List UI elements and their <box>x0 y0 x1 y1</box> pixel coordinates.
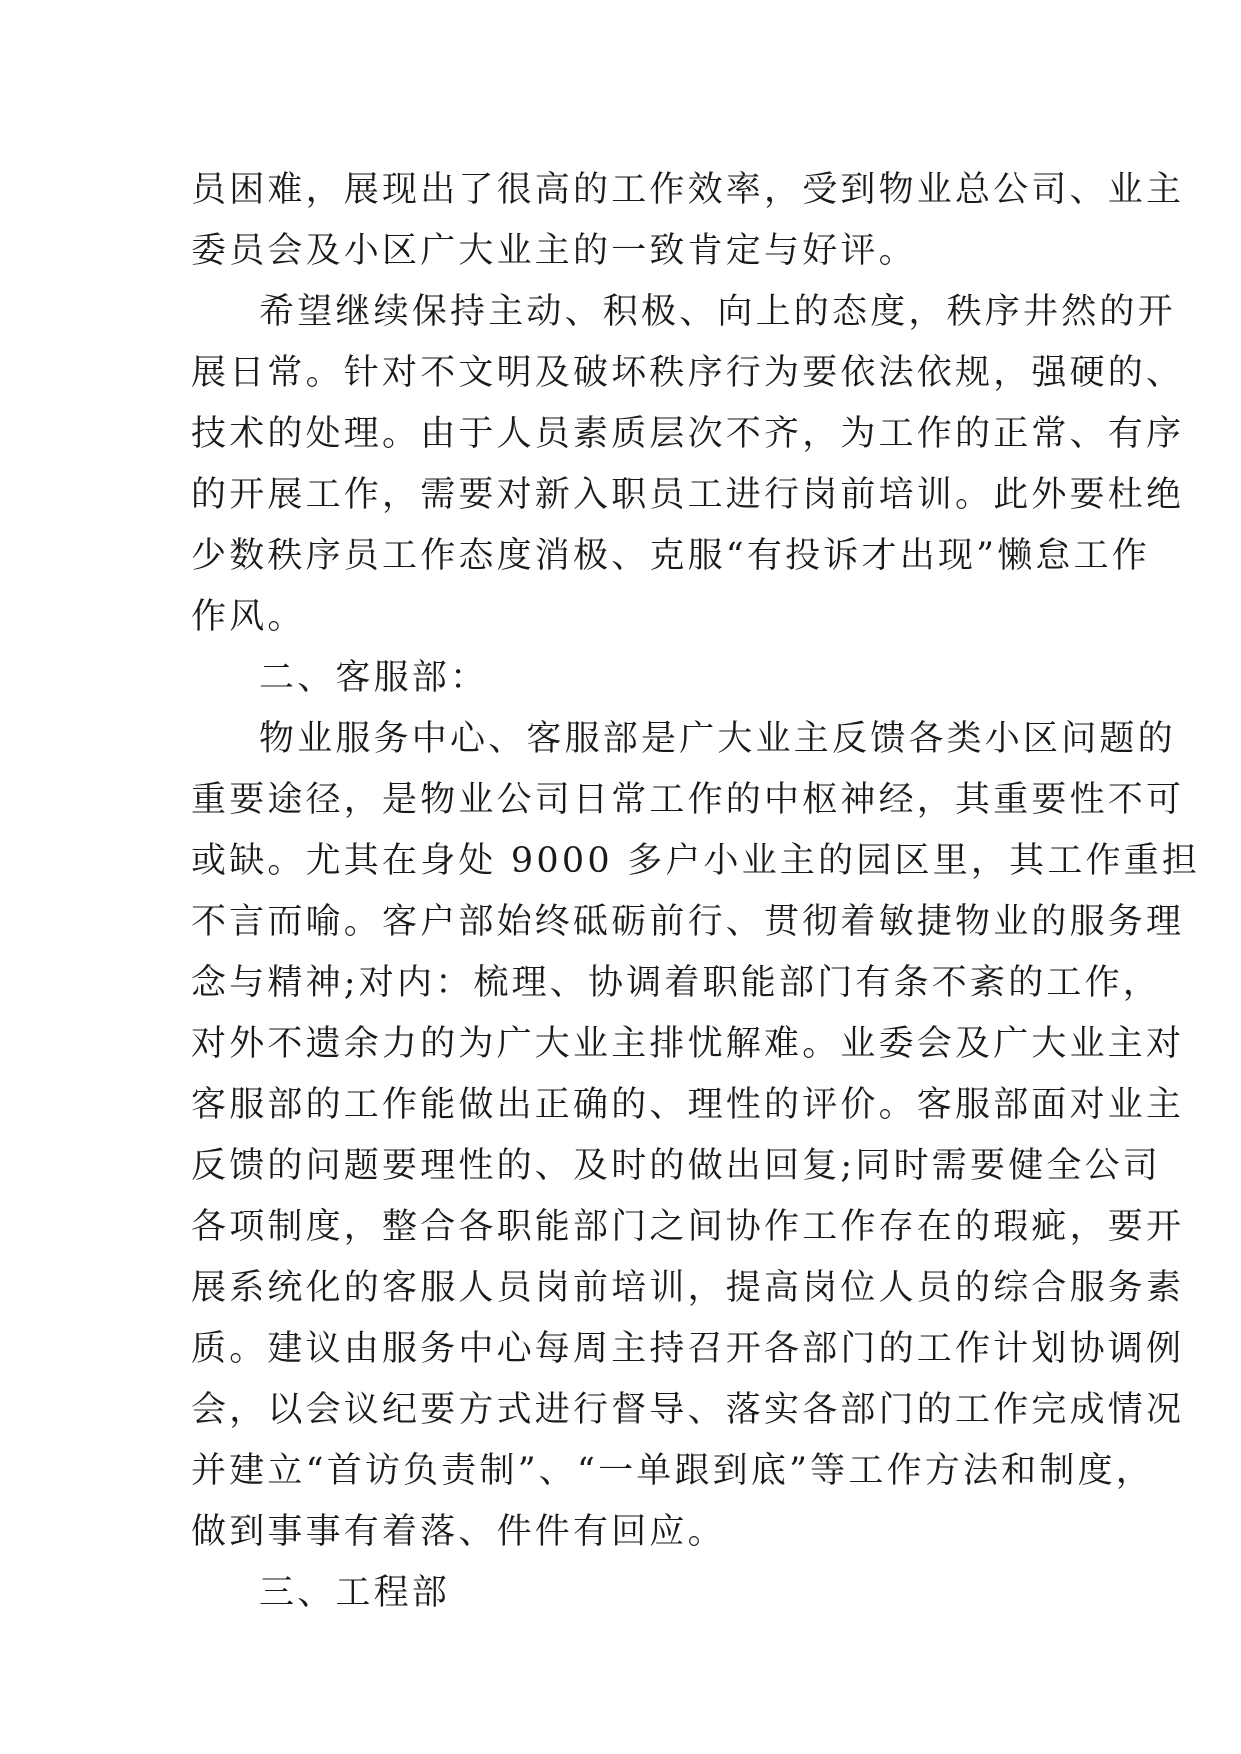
paragraph-line: 员困难，展现出了很高的工作效率，受到物业总公司、业主 <box>191 170 1185 210</box>
paragraph-line: 反馈的问题要理性的、及时的做出回复;同时需要健全公司 <box>191 1146 1161 1186</box>
paragraph-line: 技术的处理。由于人员素质层次不齐，为工作的正常、有序 <box>191 414 1185 454</box>
paragraph-line: 各项制度，整合各职能部门之间协作工作存在的瑕疵，要开 <box>191 1207 1185 1247</box>
paragraph-line: 质。建议由服务中心每周主持召开各部门的工作计划协调例 <box>191 1329 1185 1369</box>
paragraph-line: 会，以会议纪要方式进行督导、落实各部门的工作完成情况 <box>191 1390 1185 1430</box>
paragraph-line: 客服部的工作能做出正确的、理性的评价。客服部面对业主 <box>191 1085 1185 1125</box>
paragraph-line: 展日常。针对不文明及破坏秩序行为要依法依规，强硬的、 <box>191 353 1185 393</box>
paragraph-line: 委员会及小区广大业主的一致肯定与好评。 <box>191 231 917 271</box>
paragraph-line: 念与精神;对内：梳理、协调着职能部门有条不紊的工作， <box>191 963 1161 1003</box>
paragraph-line: 的开展工作，需要对新入职员工进行岗前培训。此外要杜绝 <box>191 475 1185 515</box>
paragraph-line: 希望继续保持主动、积极、向上的态度，秩序井然的开 <box>259 292 1176 332</box>
paragraph-line: 或缺。尤其在身处 9000 多户小业主的园区里，其工作重担 <box>191 841 1201 881</box>
paragraph-line: 少数秩序员工作态度消极、克服“有投诉才出现”懒怠工作 <box>191 536 1150 576</box>
paragraph-line: 做到事事有着落、件件有回应。 <box>191 1512 726 1552</box>
paragraph-line: 并建立“首访负责制”、“一单跟到底”等工作方法和制度， <box>191 1451 1154 1491</box>
paragraph-line: 展系统化的客服人员岗前培训，提高岗位人员的综合服务素 <box>191 1268 1185 1308</box>
paragraph-line: 不言而喻。客户部始终砥砺前行、贯彻着敏捷物业的服务理 <box>191 902 1185 942</box>
section-heading: 二、客服部： <box>259 658 489 698</box>
paragraph-line: 物业服务中心、客服部是广大业主反馈各类小区问题的 <box>259 719 1176 759</box>
paragraph-line: 对外不遗余力的为广大业主排忧解难。业委会及广大业主对 <box>191 1024 1185 1064</box>
document-body <box>191 160 1201 1624</box>
section-heading: 三、工程部 <box>259 1573 451 1613</box>
paragraph-line: 重要途径，是物业公司日常工作的中枢神经，其重要性不可 <box>191 780 1185 820</box>
paragraph-line: 作风。 <box>191 597 306 637</box>
